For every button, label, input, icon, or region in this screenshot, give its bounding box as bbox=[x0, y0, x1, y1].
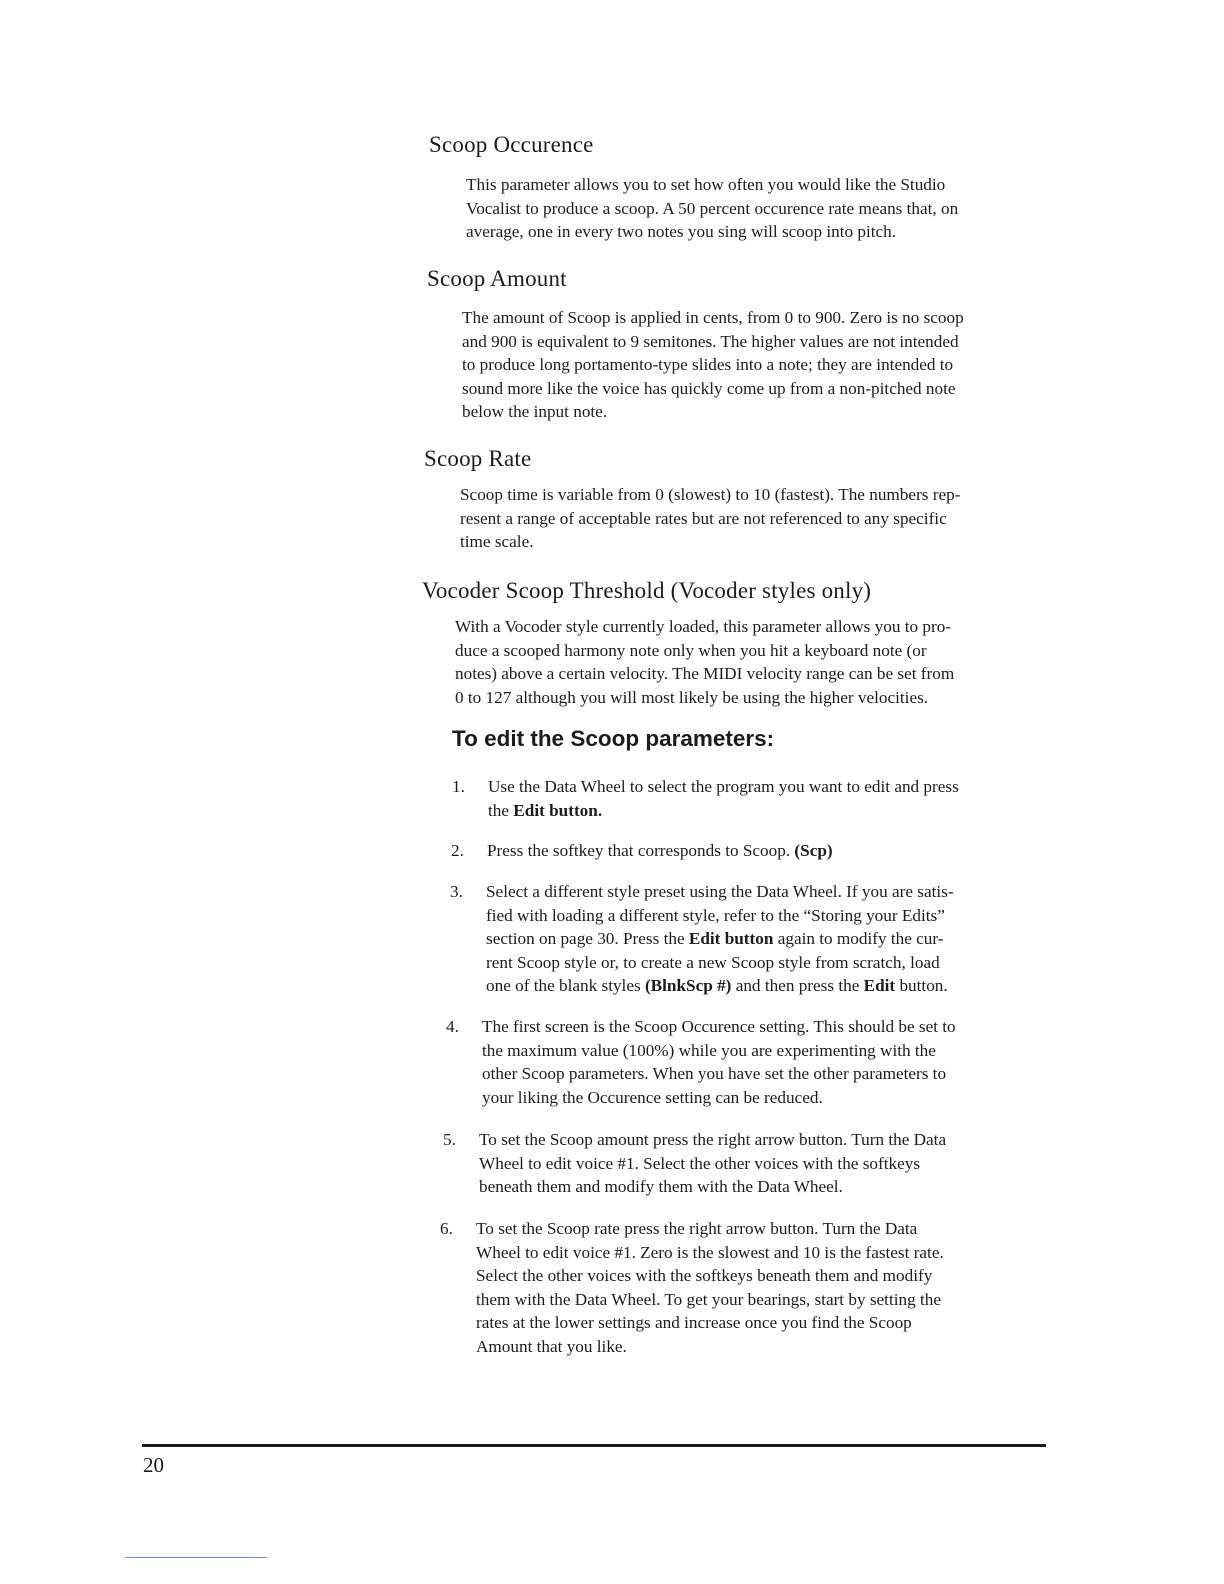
body-line: Vocalist to produce a scoop. A 50 percent occurence rate means that, on bbox=[466, 198, 959, 218]
section-body-scoop-amount bbox=[462, 306, 1062, 424]
body-line: The amount of Scoop is applied in cents, from 0 to 900. Zero is no scoop bbox=[462, 308, 964, 327]
body-line: time scale. bbox=[460, 532, 534, 552]
step-line: Press the softkey that corresponds to Scoop. (Scp) bbox=[487, 841, 833, 860]
body-line: This parameter allows you to set how often you would like the Studio bbox=[466, 175, 946, 194]
step-number: 2. bbox=[451, 841, 464, 860]
bold-term: Edit button bbox=[688, 929, 774, 949]
step-line: them with the Data Wheel. To get your bearings, start by setting the bbox=[476, 1289, 941, 1309]
bold-term: (BlnkScp #) bbox=[644, 976, 732, 996]
body-line: to produce long portamento-type slides into a note; they are intended to bbox=[462, 355, 954, 375]
step-text bbox=[486, 880, 1056, 998]
bold-term: Edit button. bbox=[513, 800, 603, 820]
section-body-vocoder-scoop-threshold bbox=[455, 615, 1055, 709]
procedure-title: To edit the Scoop parameters: bbox=[452, 726, 775, 751]
page-number: 20 bbox=[143, 1453, 164, 1477]
step-line: your liking the Occurence setting can be reduced. bbox=[482, 1087, 823, 1107]
step-line: Wheel to edit voice #1. Zero is the slowest and 10 is the fastest rate. bbox=[476, 1242, 944, 1262]
step-line: Select the other voices with the softkeys beneath them and modify bbox=[476, 1266, 933, 1286]
step-line: one of the blank styles (BlnkScp #) and then press the Edit button. bbox=[486, 976, 948, 996]
body-line: and 900 is equivalent to 9 semitones. The higher values are not intended bbox=[462, 331, 959, 351]
step-text bbox=[479, 1128, 1049, 1199]
step-text bbox=[476, 1217, 1046, 1359]
step-line: the Edit button. bbox=[488, 800, 603, 820]
step-text bbox=[488, 775, 1058, 822]
step-line: Wheel to edit voice #1. Select the other voices with the softkeys bbox=[479, 1153, 921, 1173]
step-line: fied with loading a different style, refer to the “Storing your Edits” bbox=[486, 905, 945, 925]
body-line: average, one in every two notes you sing will scoop into pitch. bbox=[466, 222, 897, 242]
bold-term: Edit bbox=[863, 976, 896, 996]
step-number: 6. bbox=[440, 1219, 453, 1238]
body-line: resent a range of acceptable rates but are not referenced to any specific bbox=[460, 508, 947, 528]
section-heading-scoop-rate: Scoop Rate bbox=[424, 446, 532, 471]
footer-rule bbox=[142, 1444, 1046, 1447]
step-text bbox=[487, 839, 1057, 863]
step-line: Amount that you like. bbox=[476, 1336, 627, 1356]
body-line: duce a scooped harmony note only when you hit a keyboard note (or bbox=[455, 640, 927, 660]
body-line: 0 to 127 although you will most likely be using the higher velocities. bbox=[455, 687, 929, 707]
step-line: Use the Data Wheel to select the program you want to edit and press bbox=[488, 777, 959, 796]
body-line: below the input note. bbox=[462, 402, 608, 422]
section-heading-scoop-occurence: Scoop Occurence bbox=[429, 132, 594, 157]
step-line: rent Scoop style or, to create a new Scoop style from scratch, load bbox=[486, 952, 940, 972]
body-line: With a Vocoder style currently loaded, this parameter allows you to pro- bbox=[455, 617, 952, 636]
section-body-scoop-rate bbox=[460, 483, 1060, 554]
step-line: beneath them and modify them with the Data Wheel. bbox=[479, 1177, 843, 1197]
step-line: The first screen is the Scoop Occurence setting. This should be set to bbox=[482, 1017, 956, 1036]
section-body-scoop-occurence bbox=[466, 173, 1066, 244]
step-number: 4. bbox=[446, 1017, 459, 1036]
step-line: To set the Scoop rate press the right arrow button. Turn the Data bbox=[476, 1219, 918, 1238]
body-line: Scoop time is variable from 0 (slowest) to 10 (fastest). The numbers rep- bbox=[460, 485, 961, 504]
step-line: To set the Scoop amount press the right arrow button. Turn the Data bbox=[479, 1130, 947, 1149]
step-line: the maximum value (100%) while you are experimenting with the bbox=[482, 1040, 936, 1060]
step-number: 5. bbox=[443, 1130, 456, 1149]
body-line: sound more like the voice has quickly come up from a non-pitched note bbox=[462, 378, 956, 398]
step-text bbox=[482, 1015, 1052, 1109]
step-line: section on page 30. Press the Edit button again to modify the cur- bbox=[486, 929, 944, 949]
section-heading-vocoder-scoop-threshold: Vocoder Scoop Threshold (Vocoder styles only) bbox=[422, 578, 872, 603]
step-line: rates at the lower settings and increase once you find the Scoop bbox=[476, 1313, 912, 1333]
step-number: 3. bbox=[450, 882, 463, 901]
section-heading-scoop-amount: Scoop Amount bbox=[427, 266, 567, 291]
step-line: other Scoop parameters. When you have set the other parameters to bbox=[482, 1064, 947, 1084]
step-number: 1. bbox=[452, 777, 465, 796]
step-line: Select a different style preset using the Data Wheel. If you are satis- bbox=[486, 882, 954, 901]
body-line: notes) above a certain velocity. The MIDI velocity range can be set from bbox=[455, 664, 955, 684]
bold-term: (Scp) bbox=[794, 841, 833, 860]
scan-artifact-line bbox=[125, 1557, 267, 1558]
